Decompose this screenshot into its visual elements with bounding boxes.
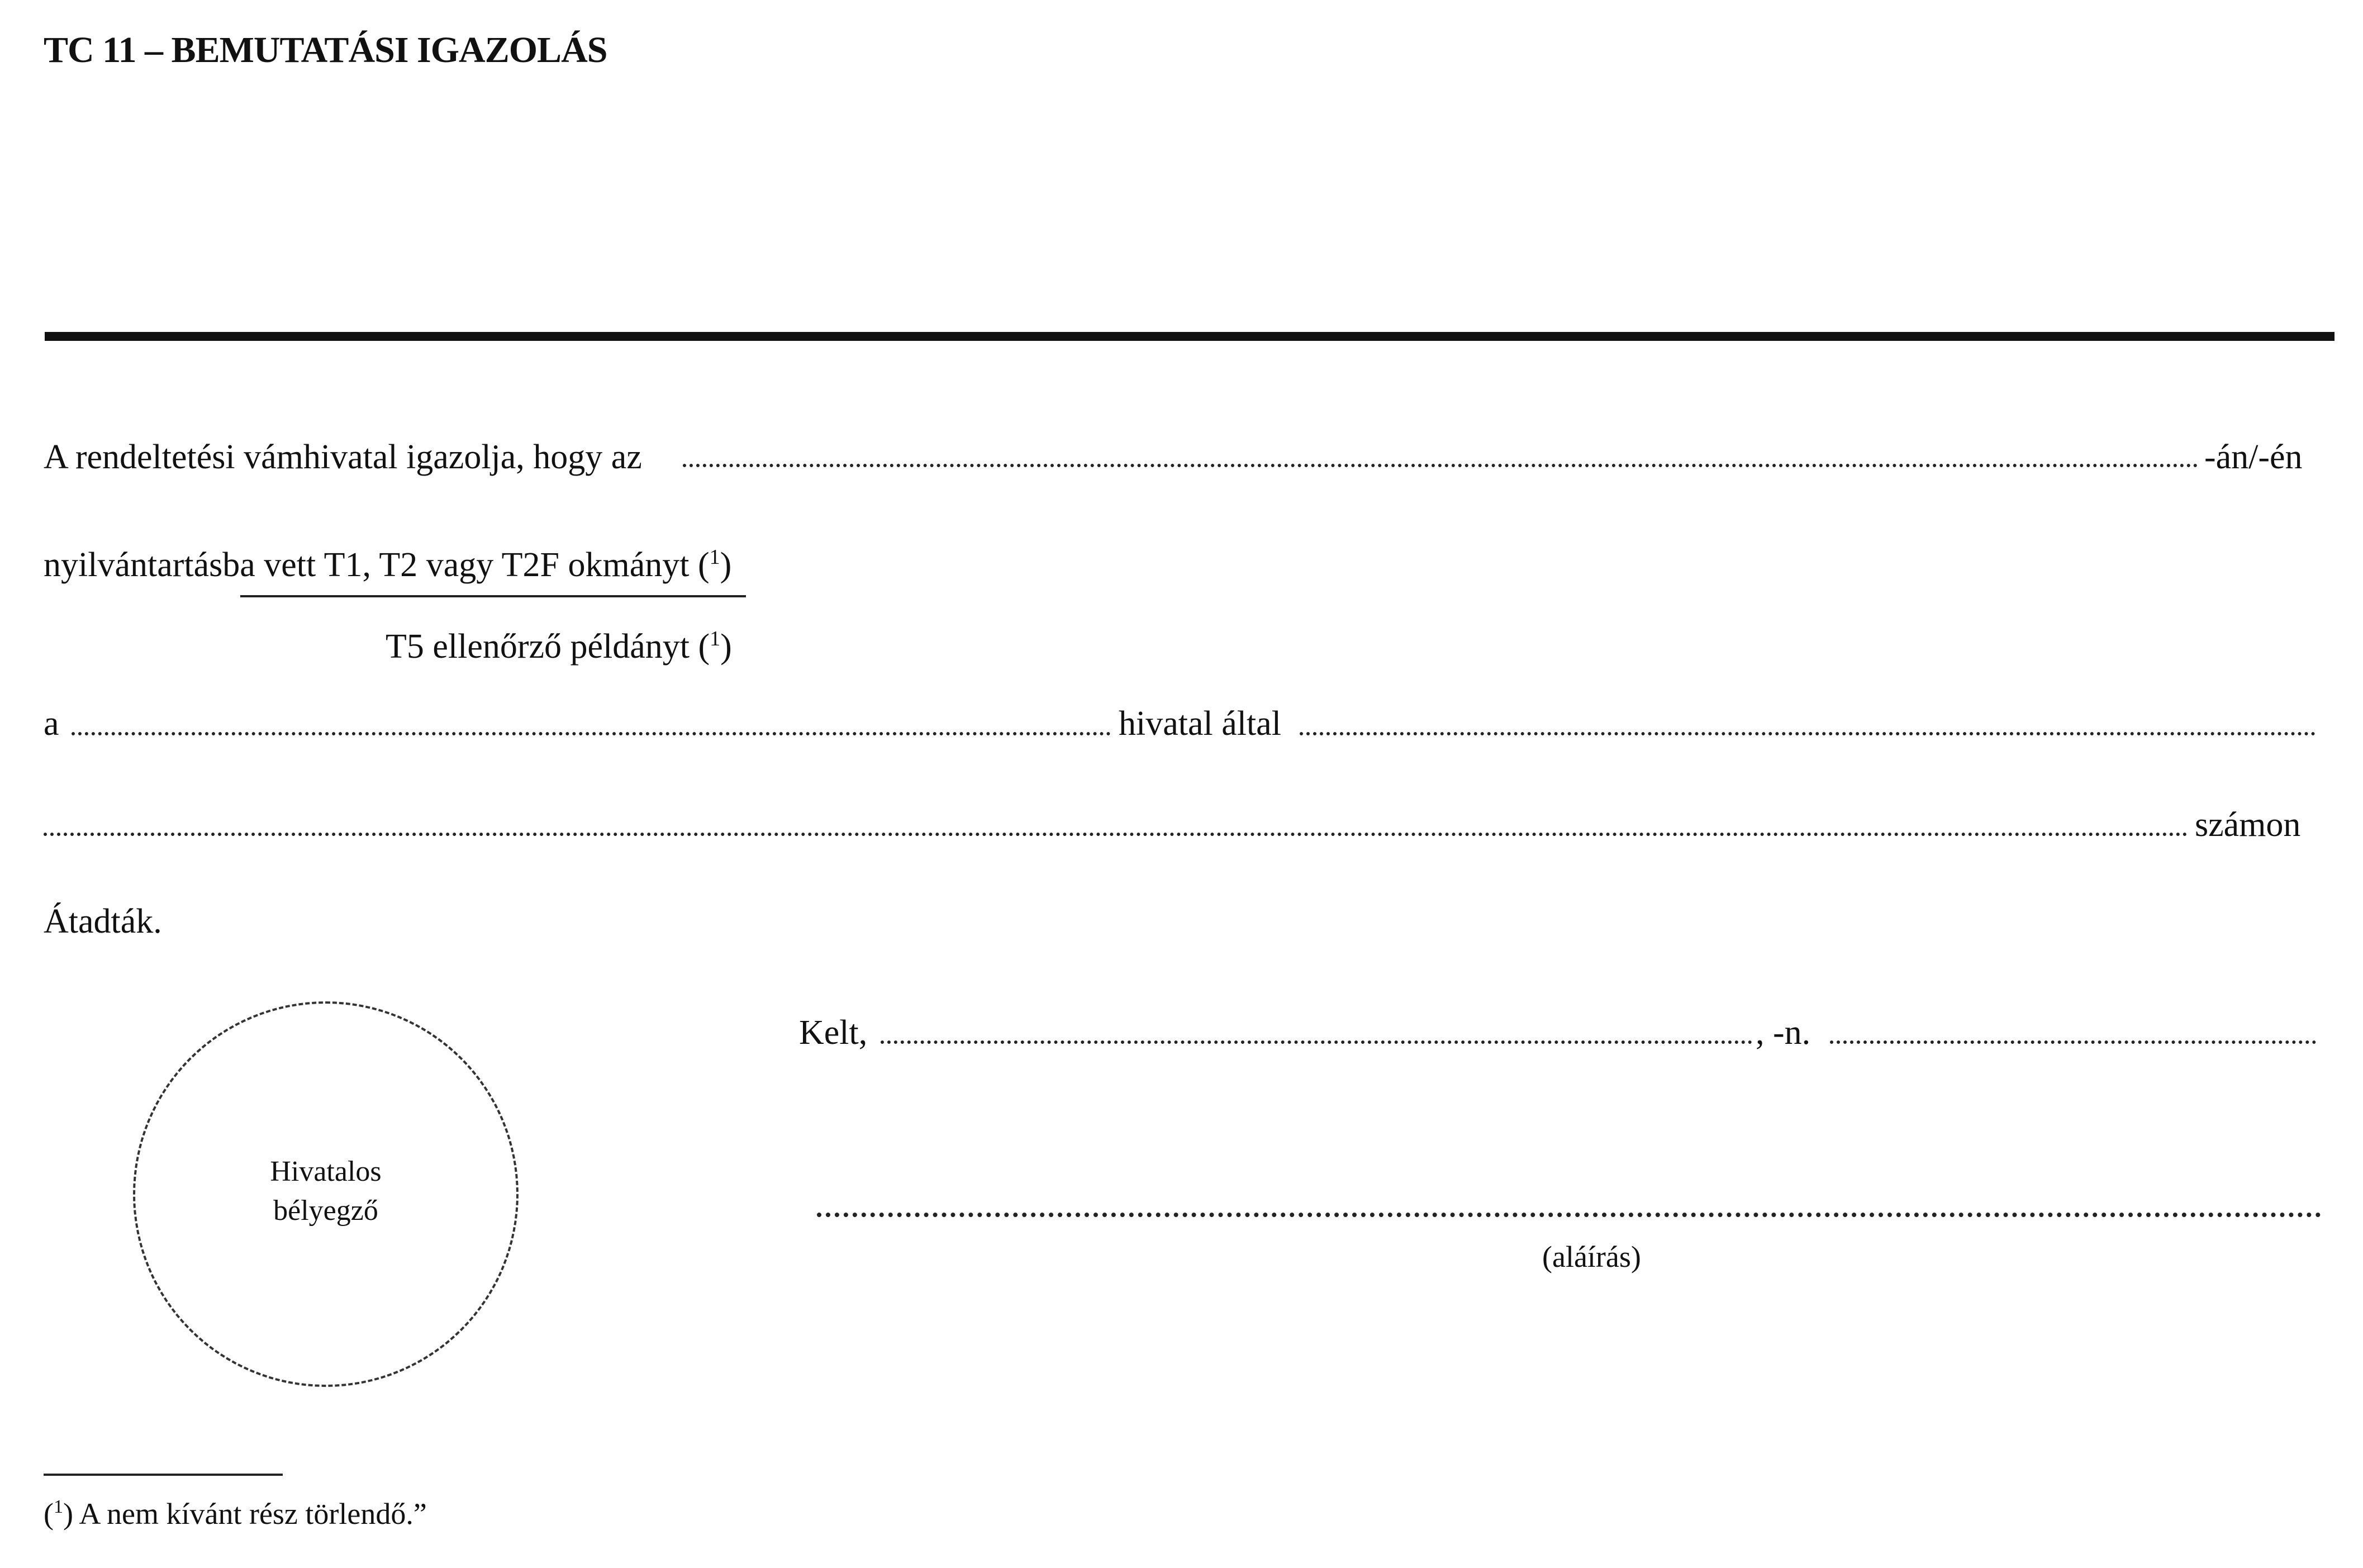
footnote-close: ) <box>63 1497 73 1531</box>
date-field-dots[interactable] <box>683 464 2198 467</box>
place-field-dots[interactable] <box>881 1040 1752 1044</box>
handed-over-text: Átadták. <box>44 902 162 940</box>
line4-middle: hivatal által <box>1119 705 1281 743</box>
document-type-option-2 <box>386 621 732 664</box>
option1-note-close: ) <box>720 546 732 584</box>
footnote-divider <box>44 1474 283 1476</box>
issuer-field-dots[interactable] <box>1300 732 2316 735</box>
footnote-open: ( <box>44 1497 54 1531</box>
option1-text: nyilvántartásba vett T1, T2 vagy T2F okmányt <box>44 546 690 584</box>
signature-label: (aláírás) <box>1542 1240 1641 1274</box>
stamp-line-1: Hivatalos <box>270 1156 382 1187</box>
office-field-dots[interactable] <box>72 732 1111 735</box>
official-stamp-label <box>133 1152 519 1230</box>
option2-note-num: 1 <box>710 627 721 650</box>
option2-text: T5 ellenőrző példányt <box>386 628 690 666</box>
option1-note-open: ( <box>697 546 710 584</box>
option2-note-close: ) <box>720 628 732 666</box>
signature-field-dots[interactable] <box>817 1213 2321 1217</box>
date-signed-field-dots[interactable] <box>1830 1040 2316 1044</box>
footnote <box>44 1496 427 1531</box>
kelt-middle: , -n. <box>1756 1014 1811 1052</box>
footnote-text: A nem kívánt rész törlendő.” <box>79 1497 427 1531</box>
option2-note-open: ( <box>698 628 710 666</box>
line1-suffix: -án/-én <box>2204 438 2303 476</box>
form-title: TC 11 – BEMUTATÁSI IGAZOLÁS <box>44 30 607 70</box>
option1-note-num: 1 <box>709 545 720 569</box>
kelt-label: Kelt, <box>799 1014 868 1052</box>
stamp-line-2: bélyegző <box>273 1195 378 1227</box>
option-separator-line <box>240 595 746 597</box>
line1-prefix: A rendeltetési vámhivatal igazolja, hogy az <box>44 438 642 476</box>
number-field-dots[interactable] <box>44 833 2188 836</box>
header-divider <box>45 332 2335 341</box>
document-type-option-1 <box>44 540 731 582</box>
line5-suffix: számon <box>2195 806 2301 844</box>
footnote-num: 1 <box>53 1496 63 1517</box>
line4-prefix: a <box>44 705 59 743</box>
